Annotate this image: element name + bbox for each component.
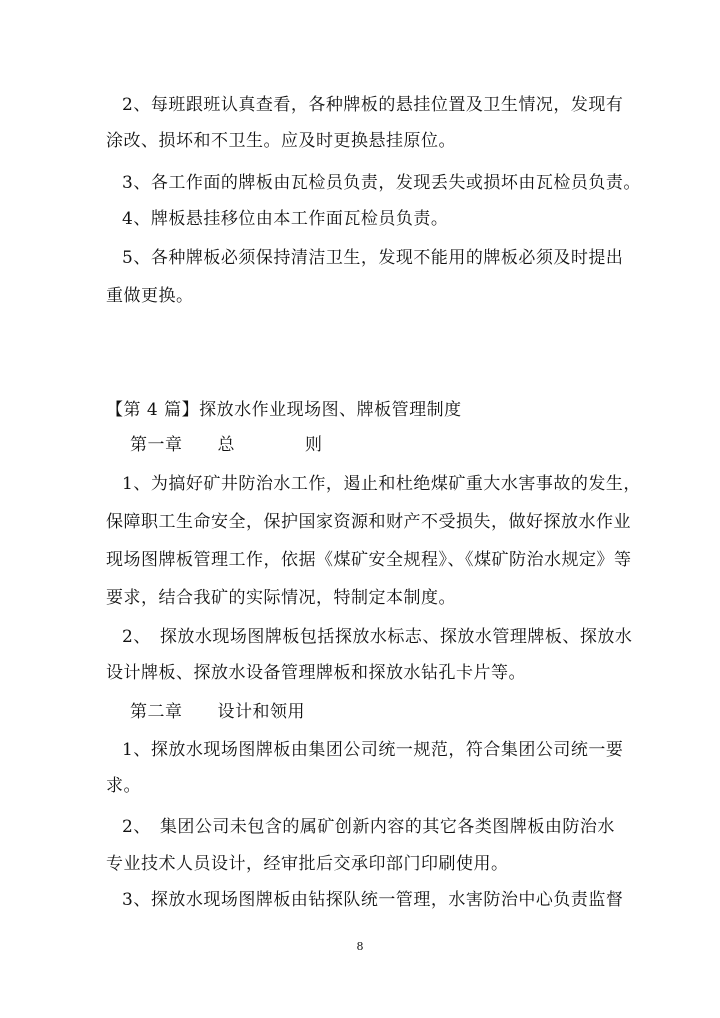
- paragraph-line: 重做更换。: [106, 286, 194, 306]
- paragraph-line: 3、探放水现场图牌板由钻探队统一管理，水害防治中心负责监督: [122, 890, 624, 910]
- paragraph-line: 5、各种牌板必须保持清洁卫生，发现不能用的牌板必须及时提出: [122, 248, 624, 268]
- paragraph-line: 要求，结合我矿的实际情况，特制定本制度。: [106, 588, 456, 608]
- paragraph-line: 1、为搞好矿井防治水工作，遏止和杜绝煤矿重大水害事故的发生，: [122, 474, 641, 494]
- paragraph-line: 2、每班跟班认真查看，各种牌板的悬挂位置及卫生情况，发现有: [122, 95, 624, 115]
- chapter-heading: 第二章 设计和领用: [130, 702, 305, 722]
- paragraph-line: 求。: [106, 776, 141, 796]
- paragraph-line: 现场图牌板管理工作，依据《煤矿安全规程》、《煤矿防治水规定》等: [106, 550, 632, 570]
- paragraph-line: 2、 探放水现场图牌板包括探放水标志、探放水管理牌板、探放水: [122, 627, 633, 647]
- chapter-heading: 第一章 总 则: [130, 435, 323, 455]
- paragraph-line: 4、牌板悬挂移位由本工作面瓦检员负责。: [122, 209, 449, 229]
- paragraph-line: 2、 集团公司未包含的属矿创新内容的其它各类图牌板由防治水: [122, 817, 615, 837]
- section-heading: 【第 4 篇】探放水作业现场图、牌板管理制度: [106, 400, 462, 420]
- paragraph-line: 专业技术人员设计，经审批后交承印部门印刷使用。: [106, 854, 509, 874]
- paragraph-line: 1、探放水现场图牌板由集团公司统一规范，符合集团公司统一要: [122, 740, 624, 760]
- paragraph-line: 涂改、损坏和不卫生。应及时更换悬挂原位。: [106, 131, 456, 151]
- paragraph-line: 保障职工生命安全，保护国家资源和财产不受损失，做好探放水作业: [106, 512, 631, 532]
- page-number: 8: [356, 940, 364, 953]
- paragraph-line: 3、各工作面的牌板由瓦检员负责，发现丢失或损坏由瓦检员负责。: [122, 173, 641, 193]
- paragraph-line: 设计牌板、探放水设备管理牌板和探放水钻孔卡片等。: [106, 663, 526, 683]
